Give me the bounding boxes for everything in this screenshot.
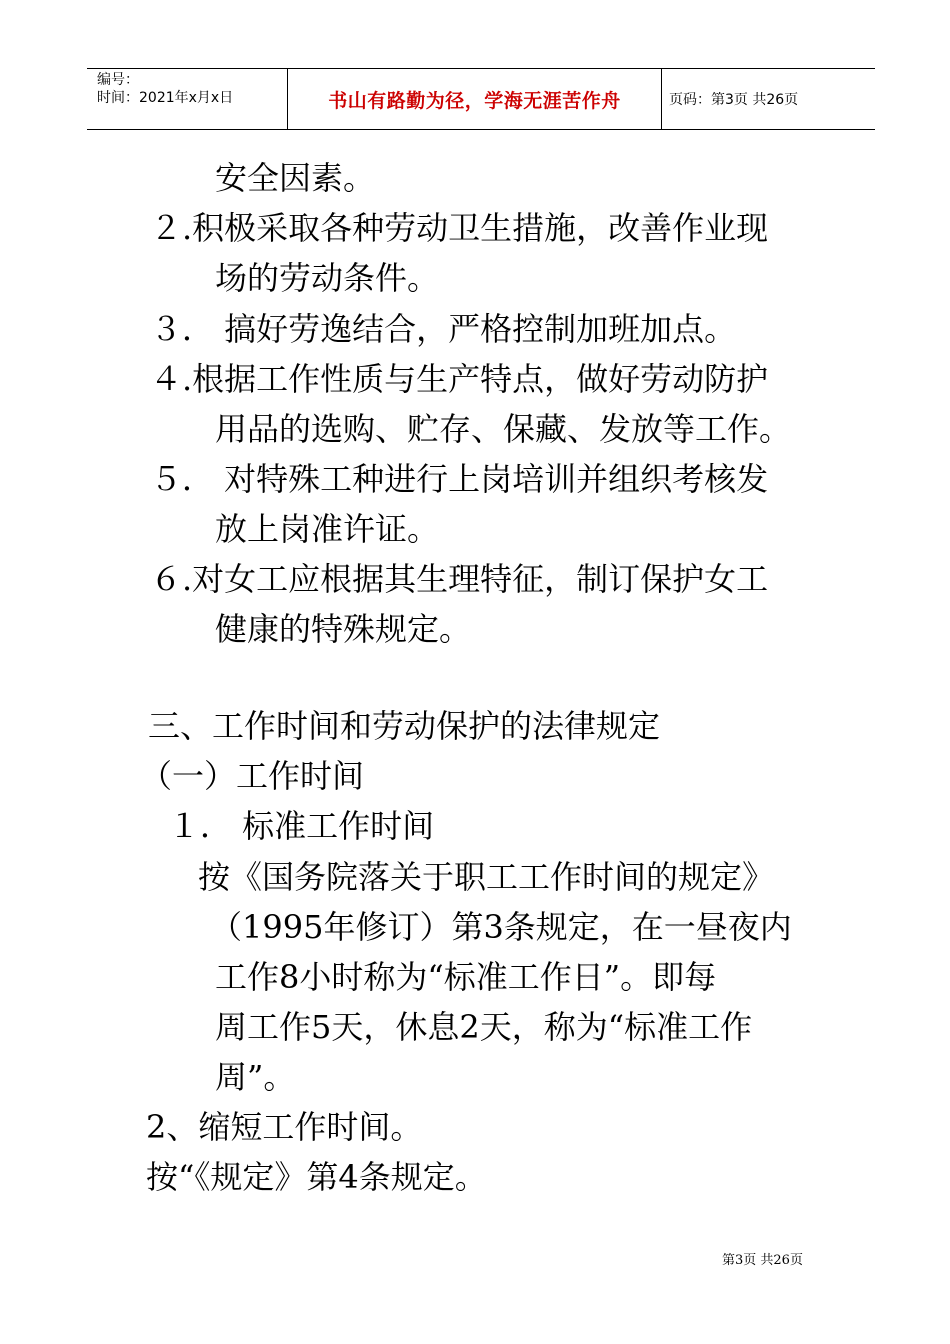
header-page-cell bbox=[661, 69, 875, 129]
header-motto-cell bbox=[287, 69, 662, 129]
text-line: ５． 对特殊工种进行上岗培训并组织考核发 bbox=[150, 460, 769, 498]
text-line: 周”。 bbox=[215, 1058, 296, 1096]
text-line: ６.对女工应根据其生理特征，制订保护女工 bbox=[150, 560, 769, 598]
page-header bbox=[87, 68, 875, 130]
page-footer: 第3页 共26页 bbox=[722, 1253, 803, 1268]
header-meta bbox=[87, 69, 287, 129]
item-heading: 2、缩短工作时间。 bbox=[146, 1108, 423, 1146]
item-heading: １． 标准工作时间 bbox=[168, 807, 435, 845]
text-line: 健康的特殊规定。 bbox=[215, 610, 472, 648]
subsection-heading: （一）工作时间 bbox=[140, 757, 365, 795]
section-heading: 三、工作时间和劳动保护的法律规定 bbox=[148, 707, 661, 745]
header-motto: 书山有路勤为径，学海无涯苦作舟 bbox=[328, 89, 621, 112]
text-line: 工作8小时称为“标准工作日”。即每 bbox=[215, 958, 717, 996]
text-line: 安全因素。 bbox=[215, 159, 376, 197]
text-line: 按“《规定》第4条规定。 bbox=[146, 1158, 487, 1196]
text-line: 周工作5天，休息2天，称为“标准工作 bbox=[215, 1008, 753, 1046]
text-line: 场的劳动条件。 bbox=[215, 259, 440, 297]
text-line: （1995年修订）第3条规定，在一昼夜内 bbox=[210, 908, 792, 946]
text-line: ４.根据工作性质与生产特点，做好劳动防护 bbox=[150, 360, 769, 398]
header-page-info: 页码：第3页 共26页 bbox=[669, 92, 799, 108]
time-label: 时间：2021年x月x日 bbox=[97, 90, 234, 106]
text-line: 按《国务院落关于职工工作时间的规定》 bbox=[198, 858, 775, 896]
number-label: 编号： bbox=[97, 72, 139, 88]
text-line: ３． 搞好劳逸结合，严格控制加班加点。 bbox=[150, 310, 737, 348]
text-line: 放上岗准许证。 bbox=[215, 510, 440, 548]
text-line: ２.积极采取各种劳动卫生措施，改善作业现 bbox=[150, 209, 769, 247]
text-line: 用品的选购、贮存、保藏、发放等工作。 bbox=[215, 410, 792, 448]
